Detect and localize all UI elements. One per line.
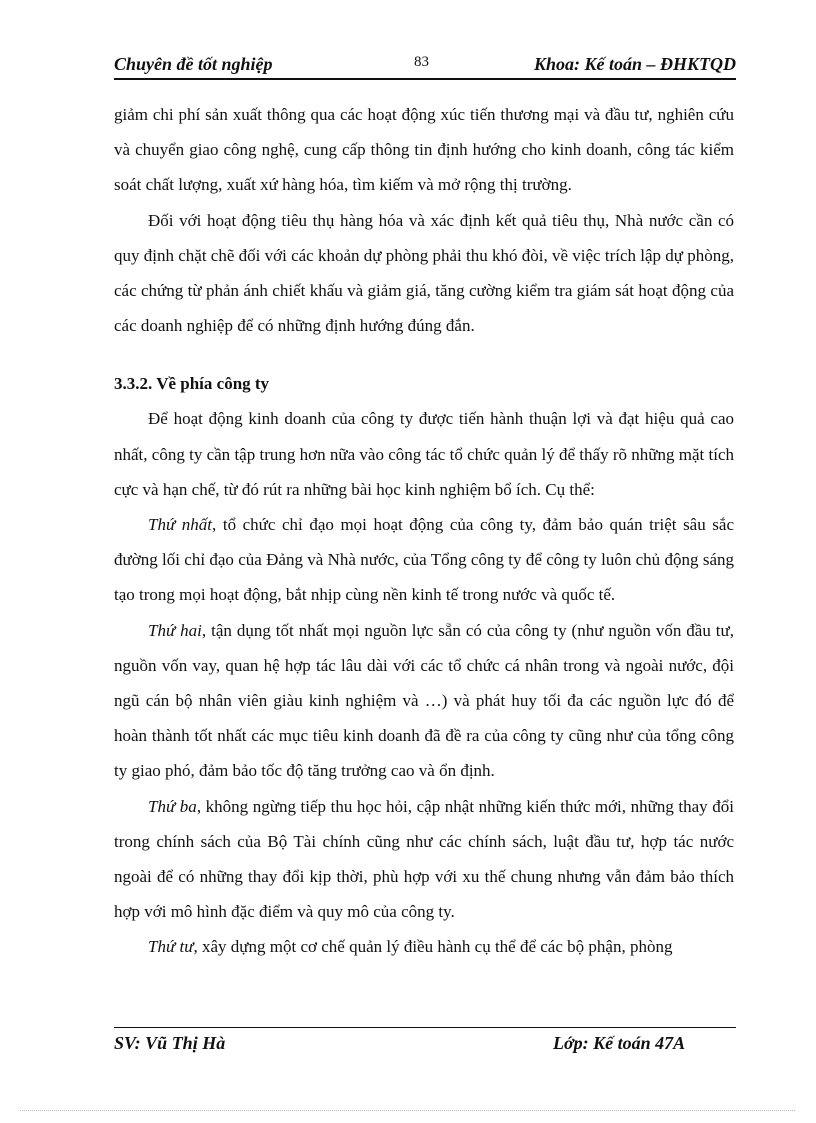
paragraph-5: [114, 613, 734, 789]
paragraph-3: Để hoạt động kinh doanh của công ty được tiến hành thuận lợi và đạt hiệu quả cao nhất, công ty cần tập trung hơn nữa vào công tác tổ chức quản lý để thấy rõ những mặt tích cực và hạn chế, từ đó rút ra những bài học kinh nghiệm bổ ích. Cụ thể:: [114, 409, 734, 499]
page-body: [114, 97, 734, 965]
paragraph-7-text: , xây dựng một cơ chế quản lý điều hành cụ thể để các bộ phận, phòng: [193, 937, 673, 957]
paragraph-5-text: , tận dụng tốt nhất mọi nguồn lực sẵn có của công ty (như nguồn vốn đầu tư, nguồn vốn vay, quan hệ hợp tác lâu dài với các tổ chức cá nhân trong và ngoài nước, đội ngũ cán bộ nhân viên giàu kinh nghiệm và …) và phát huy tối đa các nguồn lực đó để hoàn thành tốt nhất các mục tiêu kinh doanh đã đề ra của công ty cũng như của tổng công ty giao phó, đảm bảo tốc độ tăng trưởng cao và ổn định.: [114, 620, 734, 781]
paragraph-7: [114, 929, 734, 964]
paragraph-2: Đối với hoạt động tiêu thụ hàng hóa và xác định kết quả tiêu thụ, Nhà nước cần có quy định chặt chẽ đối với các khoản dự phòng phải thu khó đòi, về việc trích lập dự phòng, các chứng từ phản ánh chiết khấu và giảm giá, tăng cường kiểm tra giám sát hoạt động của các doanh nghiệp để có những định hướng đúng đắn.: [114, 210, 734, 336]
paragraph-7-lead: Thứ tư: [148, 937, 194, 957]
paragraph-6-text: , không ngừng tiếp thu học hỏi, cập nhật những kiến thức mới, những thay đổi trong chính sách của Bộ Tài chính cũng như các chính sách, luật đầu tư, hợp tác nước ngoài để có những thay đổi kịp thời, phù hợp với xu thế chung nhưng vẫn đảm bảo thích hợp với mô hình đặc điểm và quy mô của công ty.: [114, 796, 734, 922]
page-bottom-edge: [20, 1110, 795, 1111]
paragraph-4-text: , tổ chức chỉ đạo mọi hoạt động của công ty, đảm bảo quán triệt sâu sắc đường lối chỉ đạo của Đảng và Nhà nước, của Tổng công ty để công ty luôn chủ động sáng tạo trong mọi hoạt động, bắt nhịp cùng nền kinh tế trong nước và quốc tế.: [114, 515, 735, 605]
paragraph-1: giảm chi phí sản xuất thông qua các hoạt động xúc tiến thương mại và đầu tư, nghiên cứu và chuyển giao công nghệ, cung cấp thông tin định hướng cho kinh doanh, công tác kiểm soát chất lượng, xuất xứ hàng hóa, tìm kiếm và mở rộng thị trường.: [114, 105, 734, 195]
paragraph-4: [114, 507, 734, 613]
paragraph-4-lead: Thứ nhất: [148, 515, 213, 535]
page-header: [114, 50, 736, 80]
section-heading: 3.3.2. Về phía công ty: [114, 374, 270, 394]
page-number: 83: [414, 54, 429, 70]
footer-divider: [114, 1027, 736, 1028]
paragraph-6-lead: Thứ ba: [148, 796, 197, 816]
footer-student: SV: Vũ Thị Hà: [114, 1033, 226, 1053]
footer-class: Lớp: Kế toán 47A: [553, 1033, 686, 1053]
header-thesis-title: Chuyên đề tốt nghiệp: [114, 54, 273, 74]
paragraph-5-lead: Thứ hai: [148, 620, 202, 640]
paragraph-6: [114, 789, 734, 930]
header-faculty: Khoa: Kế toán – ĐHKTQD: [533, 54, 736, 74]
